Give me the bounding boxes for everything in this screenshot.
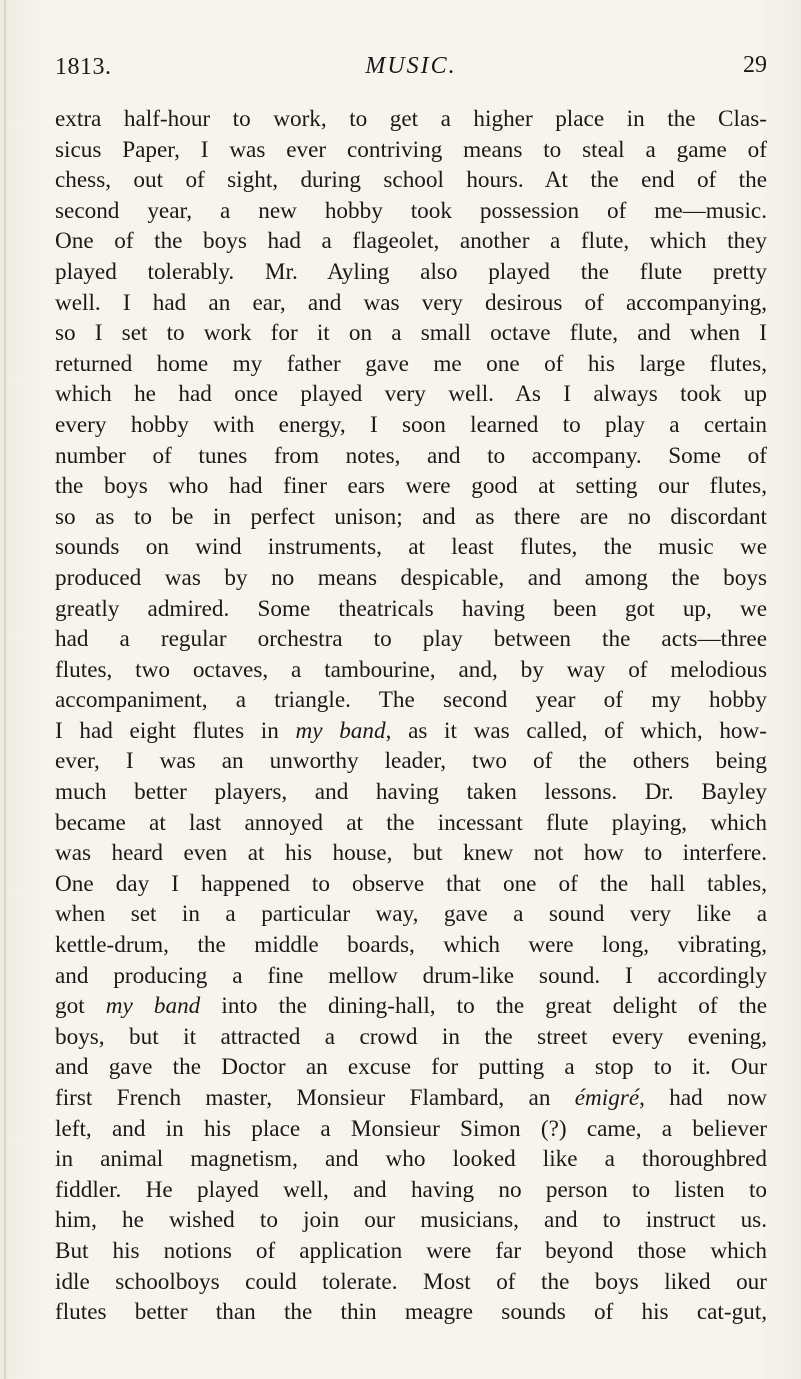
text-line: ever, I was an unworthy leader, two of the others being — [55, 748, 767, 775]
page-edge — [4, 0, 6, 1379]
text-line: had a regular orchestra to play between the acts—three — [55, 626, 767, 653]
text-line: returned home my father gave me one of his large flutes, — [55, 350, 767, 377]
text-line: accompaniment, a triangle. The second year of my hobby — [55, 687, 767, 714]
text-line: so as to be in perfect unison; and as there are no discordant — [55, 503, 767, 530]
text-line: produced was by no means despicable, and among the boys — [55, 564, 767, 591]
text-line: played tolerably. Mr. Ayling also played the flute pretty — [55, 258, 767, 285]
text-line: sounds on wind instruments, at least flutes, the music we — [55, 534, 767, 561]
text-line: much better players, and having taken lessons. Dr. Bayley — [55, 779, 767, 806]
text-line: so I set to work for it on a small octave flute, and when I — [55, 320, 767, 347]
running-head — [55, 48, 767, 88]
text-line: idle schoolboys could tolerate. Most of the boys liked our — [55, 1268, 767, 1295]
text-line: But his notions of application were far beyond those which — [55, 1237, 767, 1264]
text-line: I had eight flutes in my band, as it was called, of which, how- — [55, 717, 767, 744]
text-line: him, he wished to join our musicians, and to instruct us. — [55, 1207, 767, 1234]
header-year: 1813. — [55, 54, 112, 80]
text-line: greatly admired. Some theatricals having been got up, we — [55, 595, 767, 622]
text-line: every hobby with energy, I soon learned to play a certain — [55, 411, 767, 438]
text-line: and producing a fine mellow drum-like sound. I accordingly — [55, 962, 767, 989]
text-line: when set in a particular way, gave a sound very like a — [55, 901, 767, 928]
text-line: second year, a new hobby took possession of me—music. — [55, 197, 767, 224]
text-line: was heard even at his house, but knew not how to interfere. — [55, 840, 767, 867]
text-line: and gave the Doctor an excuse for putting a stop to it. Our — [55, 1054, 767, 1081]
text-line: chess, out of sight, during school hours. At the end of the — [55, 167, 767, 194]
text-line: the boys who had finer ears were good at setting our flutes, — [55, 473, 767, 500]
text-line: kettle-drum, the middle boards, which were long, vibrating, — [55, 932, 767, 959]
text-line: well. I had an ear, and was very desirous of accompanying, — [55, 289, 767, 316]
page-number: 29 — [743, 52, 767, 78]
body-text — [55, 104, 767, 1328]
header-title: MUSIC. — [365, 53, 457, 79]
text-line: number of tunes from notes, and to accompany. Some of — [55, 442, 767, 469]
text-line: became at last annoyed at the incessant flute playing, which — [55, 809, 767, 836]
text-line: sicus Paper, I was ever contriving means to steal a game of — [55, 136, 767, 163]
text-line: flutes better than the thin meagre sounds of his cat-gut, — [55, 1299, 767, 1326]
text-line: fiddler. He played well, and having no person to listen to — [55, 1176, 767, 1203]
text-line: first French master, Monsieur Flambard, an émigré, had now — [55, 1085, 768, 1111]
text-line: left, and in his place a Monsieur Simon (?) came, a believer — [55, 1115, 767, 1142]
text-line: boys, but it attracted a crowd in the street every evening, — [55, 1023, 767, 1050]
text-line: extra half-hour to work, to get a higher place in the Clas- — [55, 106, 767, 132]
text-line: in animal magnetism, and who looked like a thoroughbred — [55, 1146, 767, 1173]
text-line: which he had once played very well. As I always took up — [55, 381, 767, 408]
text-line: flutes, two octaves, a tambourine, and, by way of melodious — [55, 656, 767, 683]
text-line: One day I happened to observe that one of the hall tables, — [55, 870, 767, 897]
text-line: got my band into the dining-hall, to the great delight of the — [55, 993, 767, 1020]
text-line: One of the boys had a flageolet, another a flute, which they — [55, 228, 767, 255]
